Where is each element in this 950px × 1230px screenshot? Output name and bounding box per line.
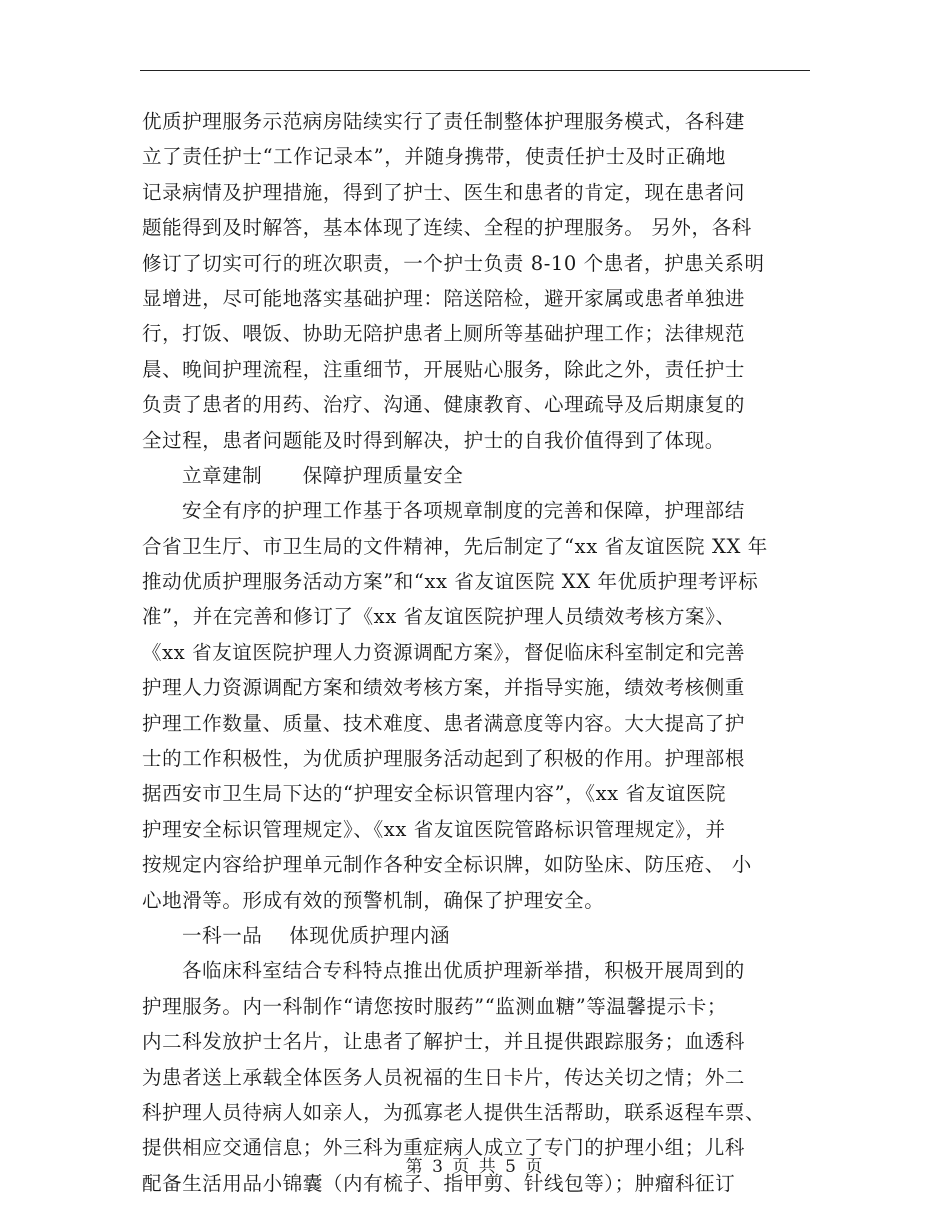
text-line: 按规定内容给护理单元制作各种安全标识牌，如防坠床、防压疮、 小 xyxy=(142,853,752,877)
text-line: 据西安市卫生局下达的“护理安全标识管理内容”，《xx 省友谊医院 xyxy=(142,782,727,806)
text-line: 护理安全标识管理规定》、《xx 省友谊医院管路标识管理规定》，并 xyxy=(142,817,726,841)
page-number: 第 3 页 共 5 页 xyxy=(405,1157,545,1177)
text-line: 提供相应交通信息；外三科为重症病人成立了专门的护理小组；儿科 xyxy=(142,1136,746,1160)
text-line: 心地滑等。形成有效的预警机制，确保了护理安全。 xyxy=(142,888,605,912)
text-line: 推动优质护理服务活动方案”和“xx 省友谊医院 XX 年优质护理考评标 xyxy=(142,570,759,594)
text-line: 全过程，患者问题能及时得到解决，护士的自我价值得到了体现。 xyxy=(142,428,725,452)
text-line: 优质护理服务示范病房陆续实行了责任制整体护理服务模式，各科建 xyxy=(142,110,746,133)
section-heading: 立章建制 保障护理质量安全 xyxy=(182,463,464,487)
text-line: 士的工作积极性，为优质护理服务活动起到了积极的作用。护理部根 xyxy=(142,747,746,771)
text-line: 准”，并在完善和修订了《xx 省友谊医院护理人员绩效考核方案》、 xyxy=(142,605,736,629)
paragraph-first-line: 各临床科室结合专科特点推出优质护理新举措，积极开展周到的 xyxy=(182,959,745,983)
text-line: 内二科发放护士名片，让患者了解护士，并且提供跟踪服务；血透科 xyxy=(142,1030,746,1054)
text-line: 显增进，尽可能地落实基础护理：陪送陪检，避开家属或患者单独进 xyxy=(142,286,746,310)
text-line: 为患者送上承载全体医务人员祝福的生日卡片，传达关切之情；外二 xyxy=(142,1065,746,1089)
text-line: 科护理人员待病人如亲人，为孤寡老人提供生活帮助，联系返程车票、 xyxy=(142,1100,766,1124)
text-line: 晨、晚间护理流程，注重细节，开展贴心服务，除此之外，责任护士 xyxy=(142,357,746,381)
document-body xyxy=(142,104,810,1201)
text-line: 护理人力资源调配方案和绩效考核方案，并指导实施，绩效考核侧重 xyxy=(142,676,746,700)
paragraph-first-line: 安全有序的护理工作基于各项规章制度的完善和保障，护理部结 xyxy=(182,499,745,523)
header-rule xyxy=(140,70,810,71)
text-line: 修订了切实可行的班次职责，一个护士负责 8-10 个患者，护患关系明 xyxy=(142,251,765,275)
section-heading: 一科一品 体现优质护理内涵 xyxy=(182,923,451,947)
text-line: 护理工作数量、质量、技术难度、患者满意度等内容。大大提高了护 xyxy=(142,711,746,735)
text-line: 《xx 省友谊医院护理人力资源调配方案》，督促临床科室制定和完善 xyxy=(142,640,746,664)
text-line: 题能得到及时解答，基本体现了连续、全程的护理服务。 另外，各科 xyxy=(142,216,752,240)
text-line: 护理服务。内一科制作“请您按时服药”“监测血糖”等温馨提示卡； xyxy=(142,994,727,1018)
text-line: 行，打饭、喂饭、协助无陪护患者上厕所等基础护理工作；法律规范 xyxy=(142,322,746,346)
text-line: 合省卫生厅、市卫生局的文件精神，先后制定了“xx 省友谊医院 XX 年 xyxy=(142,534,768,558)
text-line: 配备生活用品小锦囊（内有梳子、指甲剪、针线包等）；肿瘤科征订 xyxy=(142,1171,736,1195)
text-line: 立了责任护士“工作记录本”，并随身携带，使责任护士及时正确地 xyxy=(142,145,726,169)
text-line: 记录病情及护理措施，得到了护士、医生和患者的肯定，现在患者问 xyxy=(142,180,746,204)
text-line: 负责了患者的用药、治疗、沟通、健康教育、心理疏导及后期康复的 xyxy=(142,393,746,417)
